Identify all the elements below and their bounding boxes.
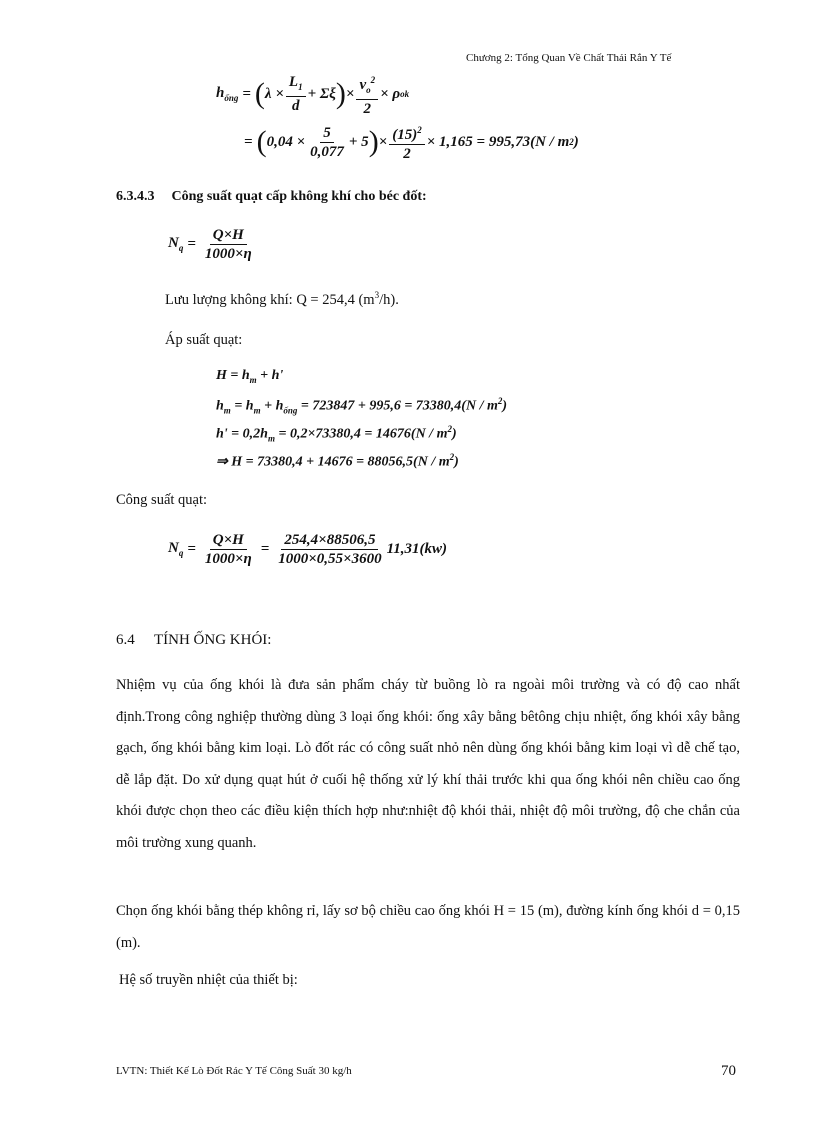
section-heading-6343 [116,189,427,205]
eq-lhs-sub: ống [224,93,239,103]
pf-num2: 254,4×88506,5 [281,531,378,550]
section64-title: TÍNH ỐNG KHÓI: [153,632,272,648]
paragraph-ong-khoi: Nhiệm vụ của ống khói là đưa sản phẩm cháy từ buồng lò ra ngoài môi trường và có độ cao nhất định.Trong công nghiệp thường dùng 3 loại ống khói: ống xây bằng bêtông chịu nhiệt, ống khói xây bằng gạch, ống khói bằng kim loại. Lò đốt rác có công suất nhỏ nên dùng ống khói bằng kim loại vì dễ chế tạo, dễ lắp đặt. Do xử dụng quạt hút ở cuối hệ thống xử lý khí thải trước khi qua ống khói nên chiều cao ống khói được chọn theo các điều kiện thích hợp như:nhiệt độ khói thải, nhiệt độ môi trường, độ che chắn của môi trường xung quanh. [116,677,740,851]
pf-den1: 1000×η [204,550,252,567]
plus-five: + 5 [348,133,369,150]
pressure-eq-4: ⇒ $H = 73380,4 + 14676 = 88056,5(N / m^2)$ [216,452,459,470]
equation-h-ong: $h_{ống}$ = ( λ × $\frac{L_1}{d}$ + Σξ ) × $\frac{v_o^2}{2}$ × ρ ok [216,72,409,116]
peq4-a: ⇒ H = 73380,4 + 14676 = 88056,5(N / m [216,454,450,470]
pf-lhs-sub: q [178,548,184,558]
sum-xi: + Σξ [307,85,336,102]
frac-l1: L [288,74,299,90]
paragraph-he-so: Hệ số truyền nhiệt của thiết bị: [119,972,298,988]
peq4-close: ) [454,454,459,470]
peq3-close: ) [451,426,457,442]
power-label: Công suất quạt: [116,492,208,508]
ng-lhs-sub: q [178,243,184,253]
pf-result: 11,31(kw) [386,540,448,557]
peq2-mid2: + h [264,398,284,414]
section-heading-64 [116,632,271,649]
ng-den: 1000×η [204,245,252,262]
peq2-close: ) [502,398,508,414]
power-formula: $N_q$ = $\frac{Q\times H}{1000\times\eta}$ = $\frac{254,4\times 88506,5}{1000\times 0,55\times 3600}$ 11,31(kw) [168,531,448,567]
pressure-eq-3: $h' = 0,2h_m = 0,2\times 73380,4 = 14676(N / m^2)$ [216,424,457,444]
peq3-end: = 0,2×73380,4 = 14676(N / m [278,426,448,442]
peq2-a: h [216,398,224,414]
val-result-close: ) [573,133,579,150]
airflow-sup: 3 [374,290,380,300]
pf-den2: 1000×0,55×3600 [278,550,382,567]
peq2-sub2: m [253,405,261,416]
equation-h-ong-value: = ( 0,04 × $\frac{5}{0,077}$ + 5 ) × $\frac{(15)^2}{2}$ × 1,165 = 995,73(N / m 2 ) [244,120,579,164]
peq2-end: = 723847 + 995,6 = 73380,4(N / m [300,398,498,414]
ng-lhs: N [168,235,179,251]
chapter-header: Chương 2: Tổng Quan Về Chất Thải Rắn Y Tế [466,52,672,64]
peq1-sub: m [249,374,257,385]
airflow-text [165,290,399,309]
pressure-label: Áp suất quạt: [165,332,243,348]
val-result: × 1,165 = 995,73(N / m [426,133,570,150]
pressure-eq-1 [216,368,283,385]
val-004: 0,04 × [266,133,306,150]
rho: × ρ [380,85,401,102]
page-number: 70 [721,1063,736,1079]
frac-d: d [291,98,300,114]
paragraph-chon-ong-khoi: Chọn ống khói bằng thép không rỉ, lấy sơ bộ chiều cao ống khói H = 15 (m), đường kính ống khói d = 0,15 (m). [116,903,740,951]
peq1-a: H = h [216,368,250,383]
footer-title: LVTN: Thiết Kế Lò Đốt Rác Y Tế Công Suất 30 kg/h [116,1065,352,1077]
frac-two: 2 [363,100,372,117]
ng-num: Q×H [210,226,247,245]
peq3-a: h' = 0,2h [216,426,268,442]
formula-ng: $N_q$ = $\frac{Q\times H}{1000\times\eta}$ [168,222,257,266]
pf-lhs: N [168,540,179,556]
airflow-label: Lưu lượng không khí: Q = 254,4 (m [165,291,375,308]
peq2-sub3: ống [283,405,298,416]
frac-v0: v [359,76,367,93]
pf-num1: Q×H [210,531,247,550]
frac-five: 5 [320,124,334,143]
pressure-eq-2: $h_m = h_m + h_{ống} = 723847 + 995,6 = 73380,4(N / m^2)$ [216,396,508,416]
peq3-sub: m [267,433,275,444]
eq-lhs: h [216,85,225,101]
peq2-mid: = h [234,398,254,414]
peq2-sub1: m [223,405,231,416]
rho-sub: ok [400,89,410,99]
peq1-end: + h' [260,368,284,383]
section-title: Công suất quạt cấp không khí cho béc đốt: [171,189,427,204]
frac-15: (15) [392,127,418,143]
section64-number: 6.4 [116,632,135,648]
airflow-end: /h). [379,291,399,308]
frac-0077: 0,077 [310,143,344,160]
section-number: 6.3.4.3 [116,189,155,204]
